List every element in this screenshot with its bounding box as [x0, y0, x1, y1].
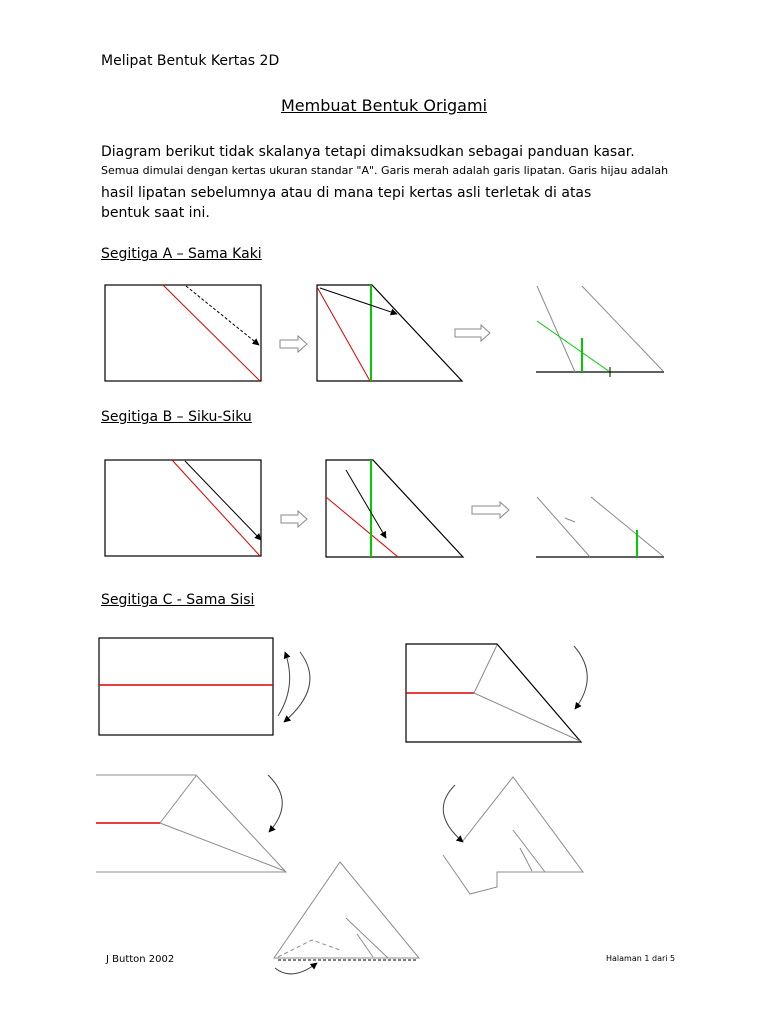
intro-line-1: Diagram berikut tidak skalanya tetapi dimaksudkan sebagai panduan kasar.	[101, 144, 635, 160]
next-step-arrow-icon	[281, 511, 307, 527]
section-heading-triangle-c: Segitiga C - Sama Sisi	[101, 592, 255, 608]
footer-author: J Button 2002	[106, 954, 175, 965]
triangle-b-step-2	[326, 460, 463, 557]
triangle-a-step-1	[105, 285, 261, 381]
triangle-b-result	[536, 497, 664, 557]
triangle-c-result	[274, 862, 419, 974]
triangle-c-step-1	[99, 638, 310, 735]
section-heading-triangle-a: Segitiga A – Sama Kaki	[101, 246, 262, 262]
document-header: Melipat Bentuk Kertas 2D	[101, 53, 280, 69]
section-heading-triangle-b: Segitiga B – Siku-Siku	[101, 409, 252, 425]
footer-page-number: Halaman 1 dari 5	[606, 954, 676, 963]
triangle-a-result	[536, 286, 664, 377]
intro-line-4: bentuk saat ini.	[101, 205, 210, 221]
triangle-c-step-3	[96, 775, 286, 872]
triangle-c-step-4	[443, 777, 583, 894]
page-title: Membuat Bentuk Origami	[280, 96, 488, 115]
triangle-a-step-2	[317, 285, 462, 381]
next-step-arrow-icon	[280, 336, 307, 352]
triangle-b-step-1	[105, 460, 261, 556]
intro-line-2: Semua dimulai dengan kertas ukuran standar "A". Garis merah adalah garis lipatan. Garis hijau adalah	[101, 164, 669, 177]
next-step-arrow-icon	[472, 502, 509, 518]
intro-line-3: hasil lipatan sebelumnya atau di mana tepi kertas asli terletak di atas	[101, 185, 592, 201]
next-step-arrow-icon	[455, 325, 490, 341]
triangle-c-step-2	[406, 644, 587, 742]
